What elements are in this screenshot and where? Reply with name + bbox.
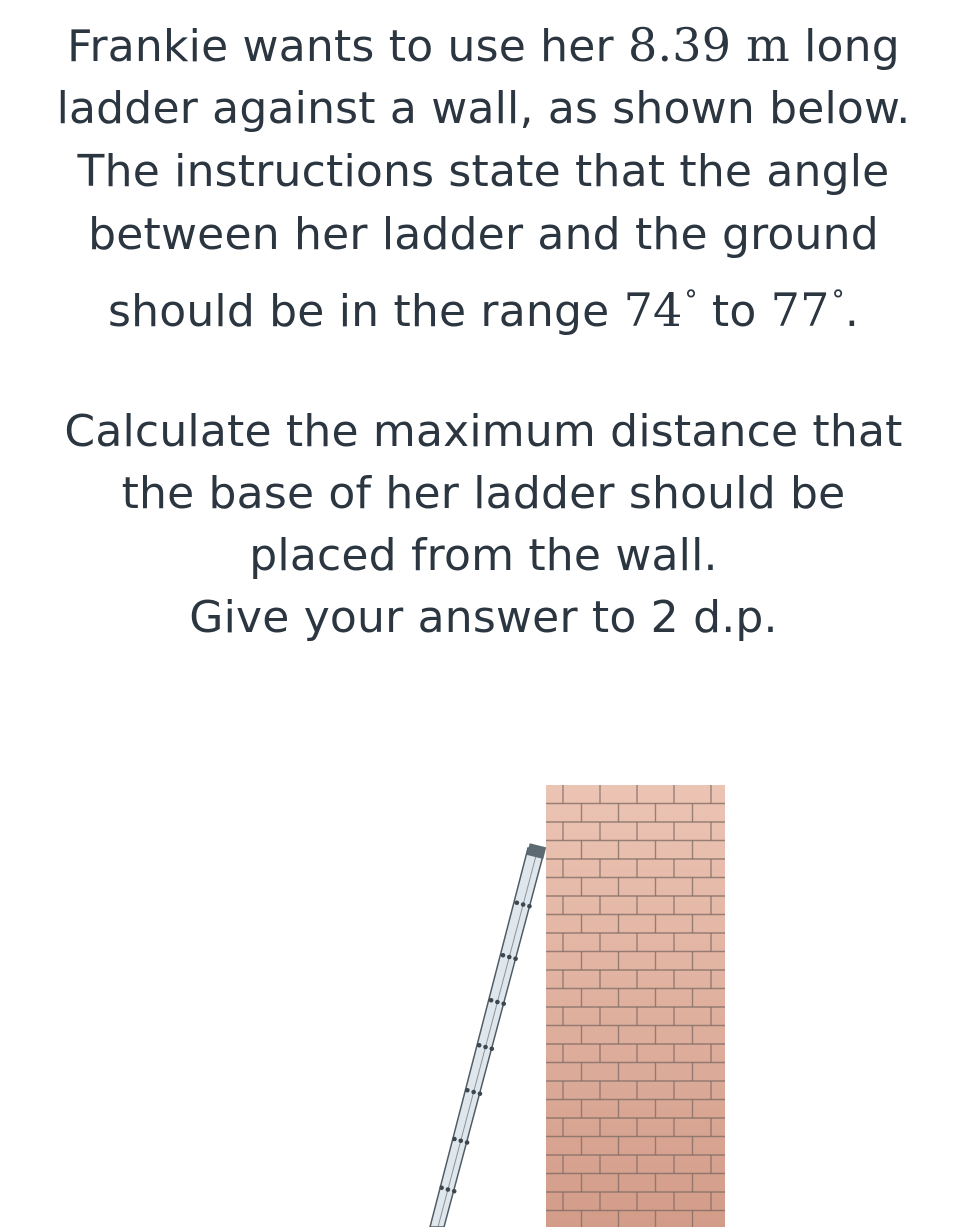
question-line-6: Calculate the maximum distance that (64, 406, 903, 457)
question-line-8: placed from the wall. (249, 530, 718, 581)
wall-body (546, 785, 725, 1227)
question-line-4: between her ladder and the ground (88, 209, 879, 260)
ladder-length: 8.39 m (628, 18, 790, 72)
question-text (0, 14, 967, 649)
question-line-2: ladder against a wall, as shown below. (56, 83, 911, 134)
question-line-5: should be in the range 74° to 77°. (108, 283, 859, 337)
angle-min: 74° (623, 283, 698, 337)
question-line-1: Frankie wants to use her 8.39 m long (67, 18, 900, 72)
ladder-body (430, 848, 544, 1227)
question-line-7: the base of her ladder should be (121, 468, 846, 519)
ladder-icon (430, 843, 546, 1227)
ladder-cap (527, 843, 546, 859)
question-line-9: Give your answer to 2 d.p. (189, 592, 778, 643)
brick-wall-icon (546, 785, 725, 1227)
angle-max: 77° (770, 283, 845, 337)
question-line-3: The instructions state that the angle (77, 146, 890, 197)
